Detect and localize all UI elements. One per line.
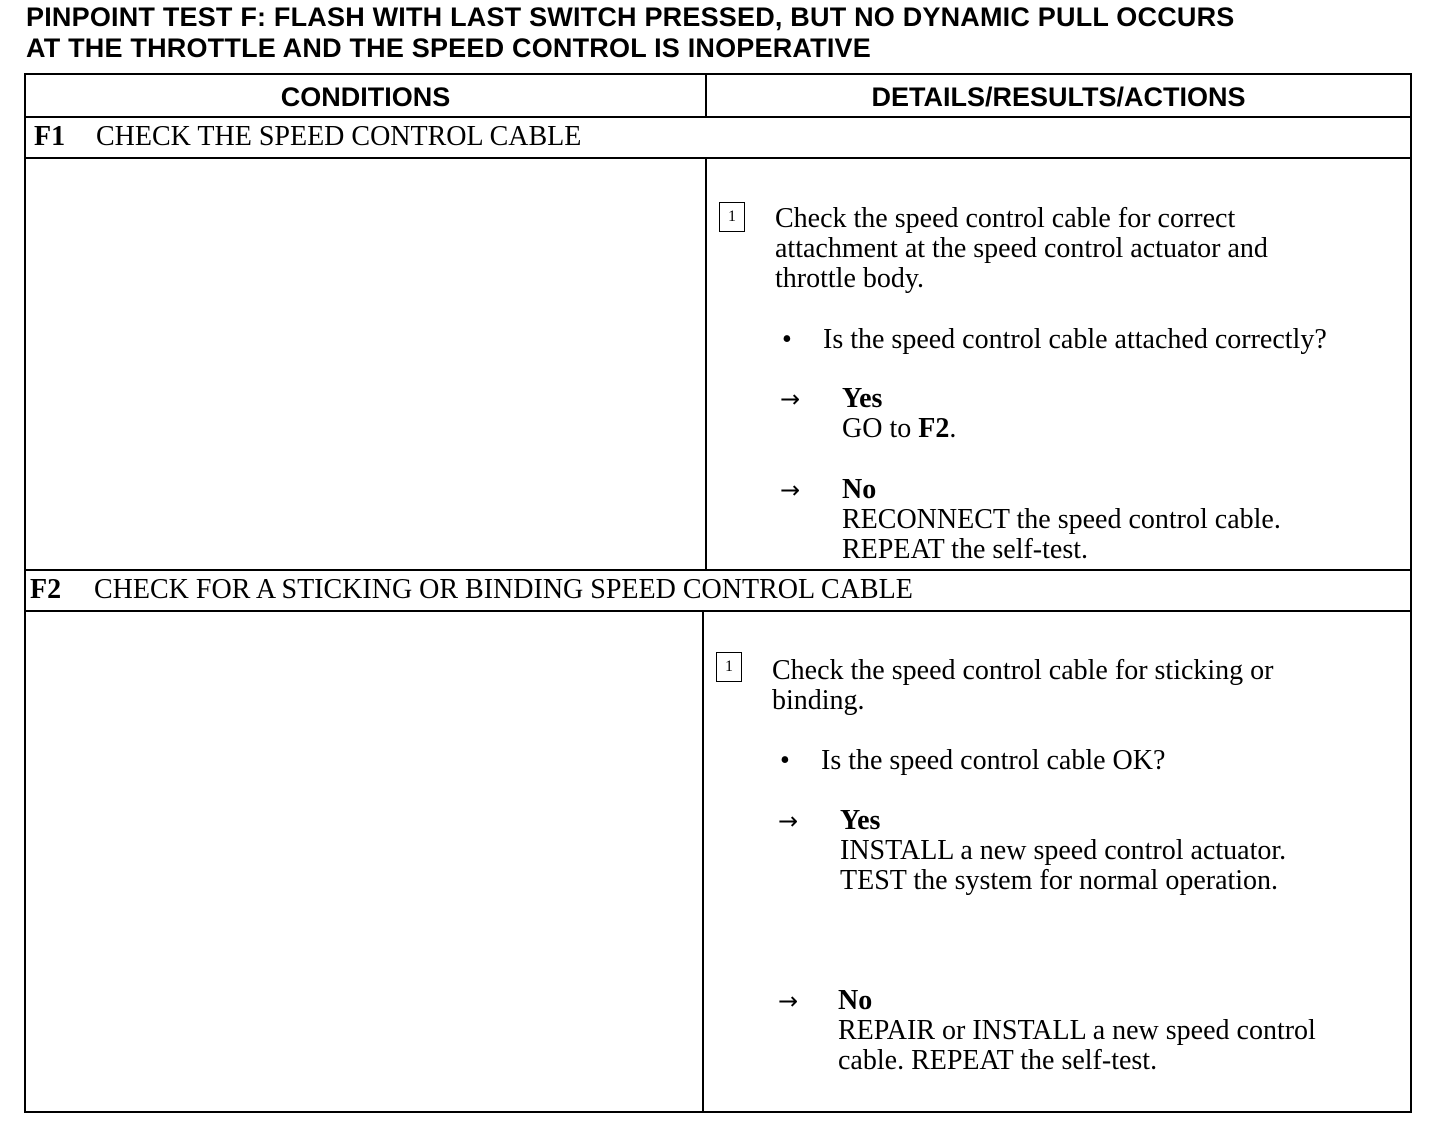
step-f1-id: F1 [34, 121, 66, 152]
step-f2-yes-block [840, 806, 1286, 896]
column-divider-f2 [702, 610, 704, 1113]
instruction-line: attachment at the speed control actuator and [775, 233, 1268, 264]
title-line-2: AT THE THROTTLE AND THE SPEED CONTROL IS INOPERATIVE [26, 33, 871, 63]
page-title [26, 2, 1426, 64]
conditions-column-header: CONDITIONS [280, 82, 451, 112]
step-f1-title: CHECK THE SPEED CONTROL CABLE [96, 121, 582, 152]
f2-title-divider [24, 610, 1412, 612]
step-f2-substep-box: 1 [716, 652, 742, 682]
step-f1-instruction [775, 204, 1268, 294]
step-f1-no-action-line: RECONNECT the speed control cable. [842, 504, 1281, 535]
step-f1-substep-box: 1 [719, 202, 745, 232]
step-f1-question: Is the speed control cable attached correctly? [823, 324, 1327, 355]
step-f1-yes-action [842, 414, 956, 444]
step-f1-yes-label: Yes [842, 383, 883, 414]
yes-action-suffix: . [949, 413, 957, 444]
step-f1-title-row [34, 118, 581, 156]
step-f1-no-arrow-icon: → [780, 476, 801, 504]
step-f2-no-label: No [838, 985, 873, 1016]
step-f1-no-action-line: REPEAT the self-test. [842, 534, 1089, 565]
instruction-line: Check the speed control cable for correct [775, 203, 1236, 234]
yes-action-prefix: GO to [842, 413, 919, 444]
step-f2-yes-arrow-icon: → [778, 807, 799, 835]
step-f1-bullet: • [782, 324, 792, 355]
title-line-1: PINPOINT TEST F: FLASH WITH LAST SWITCH PRESSED, BUT NO DYNAMIC PULL OCCURS [26, 2, 1235, 32]
instruction-line: Check the speed control cable for sticking or [772, 655, 1274, 686]
column-divider-f1 [705, 157, 707, 571]
step-f2-yes-action-line: TEST the system for normal operation. [840, 865, 1279, 896]
step-f2-no-block [838, 986, 1316, 1076]
step-f2-bullet: • [780, 745, 790, 776]
step-f2-title: CHECK FOR A STICKING OR BINDING SPEED CONTROL CABLE [94, 574, 913, 605]
step-f2-question: Is the speed control cable OK? [821, 745, 1166, 776]
step-f2-yes-action-line: INSTALL a new speed control actuator. [840, 835, 1287, 866]
step-f2-no-action-line: REPAIR or INSTALL a new speed control [838, 1015, 1316, 1046]
step-f2-instruction [772, 656, 1274, 716]
step-f1-no-block [842, 475, 1281, 565]
step-f1-yes-arrow-icon: → [780, 385, 801, 413]
step-f2-yes-label: Yes [840, 805, 881, 836]
goto-f2-link[interactable]: F2 [918, 413, 950, 444]
step-f2-no-action-line: cable. REPEAT the self-test. [838, 1045, 1158, 1076]
details-column-header: DETAILS/RESULTS/ACTIONS [871, 82, 1246, 112]
step-f2-id: F2 [30, 574, 62, 605]
instruction-line: binding. [772, 685, 865, 716]
instruction-line: throttle body. [775, 263, 925, 294]
step-f2-no-arrow-icon: → [778, 987, 799, 1015]
f1-title-divider [24, 157, 1412, 159]
step-f2-title-row [30, 571, 913, 609]
step-f1-no-label: No [842, 474, 877, 505]
step-f1-yes-block [842, 384, 956, 444]
